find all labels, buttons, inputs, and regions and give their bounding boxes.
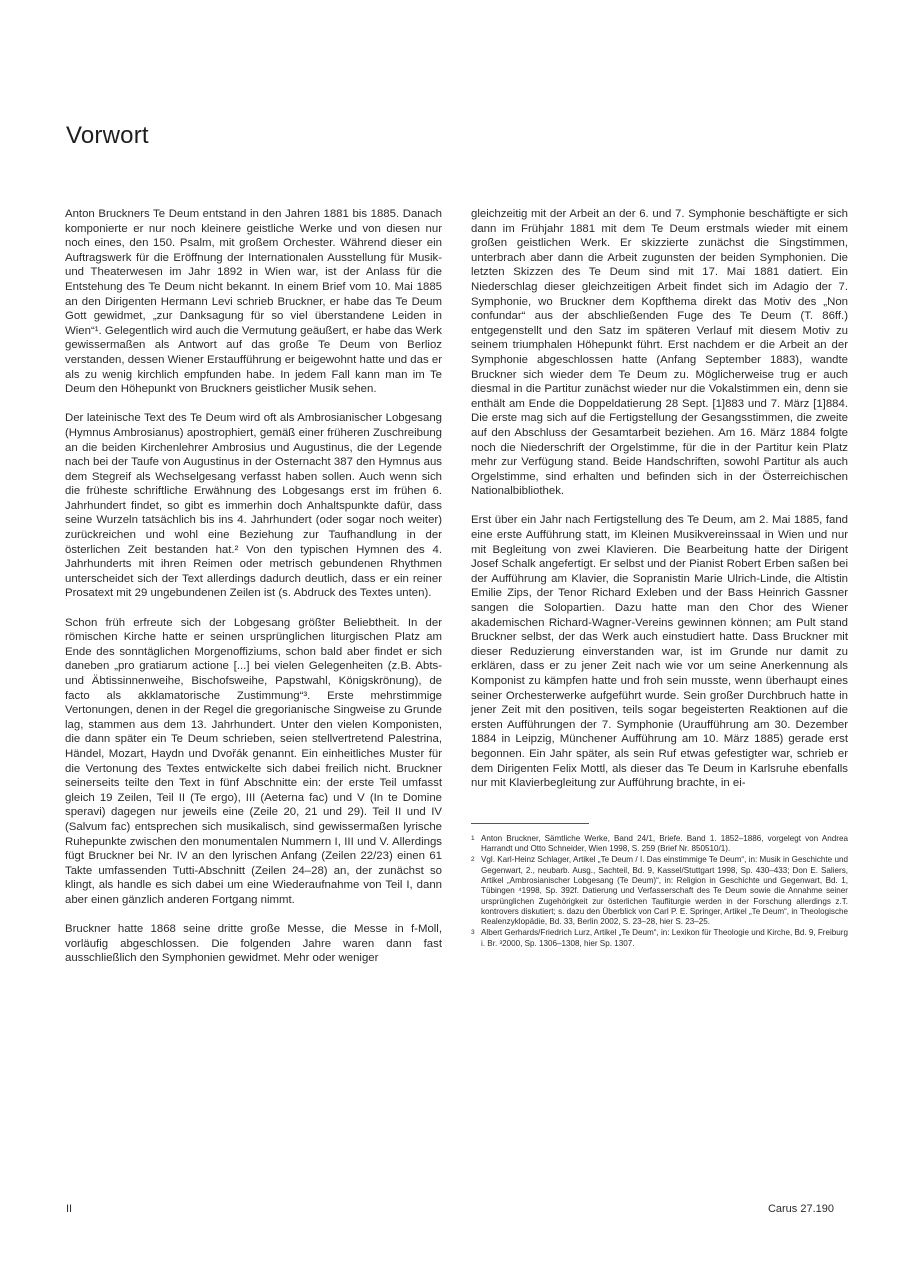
- paragraph: Bruckner hatte 1868 seine dritte große Messe, die Messe in f-Moll, vorläufig abgeschlossen. Die folgenden Jahre waren dann fast ausschließlich den Symphonien gewidmet. Mehr oder weniger: [65, 923, 442, 965]
- footnotes: [471, 834, 848, 949]
- footnote-text: Vgl. Karl-Heinz Schlager, Artikel „Te Deum / I. Das einstimmige Te Deum“, in: Musik in Geschichte und Gegenwart, 2., neubarb. Ausg., Sachteil, Bd. 9, Kassel/Stuttgart 1998, Sp. 430–433; Don E. Saliers, Artikel „Ambrosianischer Lobgesang (Te Deum)“, in: Religion in Geschichte und Gegenwart, Bd. 1, Tübingen ⁴1998, Sp. 392f. Datierung und Verfasserschaft des Te Deum sowie die Annahme seiner ursprünglichen Zugehörigkeit zur österlichen Taufliturgie werden in der Forschung allerdings z.T. kontrovers diskutiert; s. dazu den Überblick von Carl P. E. Springer, Artikel „Te Deum“, in Theologische Realenzyklopädie, Bd. 33, Berlin 2002, S. 23–28, hier S. 23–25.: [481, 855, 848, 927]
- right-column: [471, 207, 848, 950]
- footnote-number: 1: [471, 834, 475, 842]
- page-title: Vorwort: [66, 122, 149, 149]
- footnote-text: Albert Gerhards/Friedrich Lurz, Artikel „Te Deum“, in: Lexikon für Theologie und Kirche, Bd. 9, Freiburg i. Br. ³2000, Sp. 1306–1308, hier Sp. 1307.: [481, 928, 848, 948]
- paragraph: Schon früh erfreute sich der Lobgesang größter Beliebtheit. In der römischen Kirche hatte er seinen ursprünglichen liturgischen Platz am Ende des sonntäglichen Morgenoffiziums, schon bald aber findet er sich daneben „pro gratiarum actione [...] bei vielen Gelegenheiten (z.B. Abts- und Äbtissinnenweihe, Bischofsweihe, Papstwahl, Königskrönung), de facto als akklamatorische Zustimmung“³. Erste mehrstimmige Vertonungen, denen in der Regel die gregorianische Singweise zu Grunde lag, stammen aus dem 13. Jahrhundert. Unter den vielen Komponisten, die dann später ein Te Deum schrieben, seien stellvertretend Palestrina, Händel, Mozart, Haydn und Dvořák genannt. Ein einheitliches Muster für die Vertonung des Textes entwickelte sich dabei freilich nicht. Bruckner seinerseits teilte den Text in fünf Abschnitte ein: der erste Teil umfasst gleich 19 Zeilen, Teil II (Te ergo), III (Aeterna fac) und V (In te Domine speravi) dagegen nur jeweils eine (Zeile 20, 21 und 29). Teil II und IV (Salvum fac) entsprechen sich musikalisch, sind gewissermaßen lyrische Ruhepunkte zwischen den monumentalen Nummern I, III und V. Allerdings fügt Bruckner bei Nr. IV an den lyrischen Anfang (Zeilen 22/23) einen 61 Takte umfassenden Tutti-Abschnitt (Zeilen 24–28) an, der zunächst so klingt, als handle es sich dabei um eine Wiederaufnahme von Teil I, dann aber einen gänzlich anderen Fortgang nimmt.: [65, 616, 442, 906]
- footnote-text: Anton Bruckner, Sämtliche Werke, Band 24/1, Briefe. Band 1. 1852–1886, vorgelegt von Andrea Harrandt und Otto Schneider, Wien 1998, S. 259 (Brief Nr. 850510/1).: [481, 833, 848, 854]
- page-number: II: [66, 1203, 73, 1215]
- paragraph: gleichzeitig mit der Arbeit an der 6. und 7. Symphonie beschäftigte er sich dann im Frühjahr 1881 mit dem Te Deum erstmals wieder mit einem großen geistlichen Werk. Er skizzierte zunächst die Singstimmen, unterbrach aber dann die Arbeit zugunsten der beiden Symphonien. Die letzten Skizzen des Te Deum sind mit 17. Mai 1881 datiert. Ein Niederschlag dieser gleichzeitigen Arbeit findet sich im Adagio der 7. Symphonie, wo Bruckner dem Kopfthema direkt das Motiv des „Non confundar“ aus der abschließenden Fuge des Te Deum (T. 86ff.) entgegenstellt und den Satz im späteren Verlauf mit diesem Motiv zu seinem triumphalen Höhepunkt führt. Erst nachdem er die Arbeit an der Symphonie abgeschlossen hatte (Anfang September 1883), wandte Bruckner sich wieder dem Te Deum zu. Möglicherweise trug er auch diesmal in die Partitur zunächst wieder nur die Vokalstimmen ein, denn sie enthält am Ende die Doppeldatierung 28 Sept. [1]883 und 7. März [1]884. Die erste mag sich auf die Fertigstellung der Gesangsstimmen, die zweite auf den Abschluss der Gesamtarbeit beziehen. Am 16. März 1884 folgte noch die Niederschrift der Orgelstimme, für die in der Partitur kein Platz mehr zur Verfügung stand. Beide Handschriften, sowohl Partitur als auch Orgelstimme, sind erhalten und befinden sich in der Österreichischen Nationalbibliothek.: [471, 208, 848, 498]
- footnote: [471, 928, 848, 949]
- footnote-number: 2: [471, 856, 475, 864]
- catalog-number: Carus 27.190: [767, 1203, 834, 1215]
- footnote: [471, 855, 848, 927]
- paragraph: Anton Bruckners Te Deum entstand in den Jahren 1881 bis 1885. Danach komponierte er nur noch kleinere geistliche Werke und von diesen nur noch eines, den 150. Psalm, mit großem Orchester. Während dieser ein Auftragswerk für die Eröffnung der Internationalen Ausstellung für Musik- und Theaterwesen im Jahr 1892 in Wien war, ist der Anlass für die Entstehung des Te Deum nicht bekannt. In einem Brief vom 10. Mai 1885 an den Dirigenten Hermann Levi schrieb Bruckner, er habe das Te Deum Gott gewidmet, „zur Danksagung für so viel überstandene Leiden in Wien“¹. Gelegentlich wird auch die Vermutung geäußert, er habe das Werk gewissermaßen als Antwort auf das große Te Deum von Berlioz verstanden, dessen Wiener Erstaufführung er beigewohnt hatte und das er als zu wenig kirchlich empfunden habe. In jedem Fall kann man im Te Deum den Höhepunkt von Bruckners geistlicher Musik sehen.: [65, 208, 442, 396]
- paragraph: Erst über ein Jahr nach Fertigstellung des Te Deum, am 2. Mai 1885, fand eine erste Aufführung statt, im Kleinen Musikvereinssaal in Wien und nur mit Begleitung von zwei Klavieren. Die Bearbeitung hatte der Dirigent Josef Schalk angefertigt. Er selbst und der Pianist Robert Erben saßen bei der Aufführung am Klavier, die Sopranistin Marie Ulrich-Linde, die Altistin Emilie Zips, der Tenor Richard Exleben und der Bass Heinrich Gassner sangen die Solopartien. Dazu hatte man den Chor des Wiener akademischen Richard-Wagner-Vereins gewinnen können; am Pult stand Bruckner selbst, der das Werk auch einstudiert hatte. Dass Bruckner mit dieser Reduzierung einverstanden war, ist im Grunde nur damit zu erklären, dass er zu jener Zeit nach wie vor um seine Anerkennung als Komponist zu kämpfen hatte und froh sein musste, wenn überhaupt eines seiner Orchesterwerke aufgeführt wurde. Sein großer Durchbruch hatte in jener Zeit mit den positiven, teils sogar begeisterten Reaktionen auf die ersten Aufführungen der 7. Symphonie (Uraufführung am 30. Dezember 1884 in Leipzig, Münchener Aufführung am 10. März 1885) gerade erst begonnen. Ein Jahr später, als sein Ruf etwas gefestigter war, schrieb er dem Dirigenten Felix Mottl, als dieser das Te Deum in Karlsruhe ebenfalls nur mit Klavierbegleitung zur Aufführung brachte, in ei-: [471, 514, 848, 790]
- left-column: [65, 207, 442, 980]
- paragraph: Der lateinische Text des Te Deum wird oft als Ambrosianischer Lobgesang (Hymnus Ambrosianus) apostrophiert, gemäß einer früheren Zuschreibung an die beiden Kirchenlehrer Ambrosius und Augustinus, die der Legende nach bei der Taufe von Augustinus in der Osternacht 387 den Hymnus aus dem Stegreif als Wechselgesang verfasst haben sollen. Auch wenn sich die früheste schriftliche Erwähnung des Lobgesangs erst im frühen 6. Jahrhundert findet, so gibt es immerhin doch Anhaltspunkte dafür, dass seine Wurzeln tatsächlich bis ins 4. Jahrhundert (oder sogar noch weiter) zurückreichen und wohl eine Beziehung zur Taufhandlung in der österlichen Zeit bestanden hat.² Von den typischen Hymnen des 4. Jahrhunderts mit ihren Reimen oder metrisch gebundenen Rhythmen unterscheidet sich der Text allerdings dadurch deutlich, dass er ein reiner Prosatext mit 29 ungebundenen Zeilen ist (s. Abdruck des Textes unten).: [65, 412, 442, 600]
- footnote-divider: [471, 823, 589, 824]
- footnote-number: 3: [471, 929, 475, 937]
- footnote: [471, 834, 848, 855]
